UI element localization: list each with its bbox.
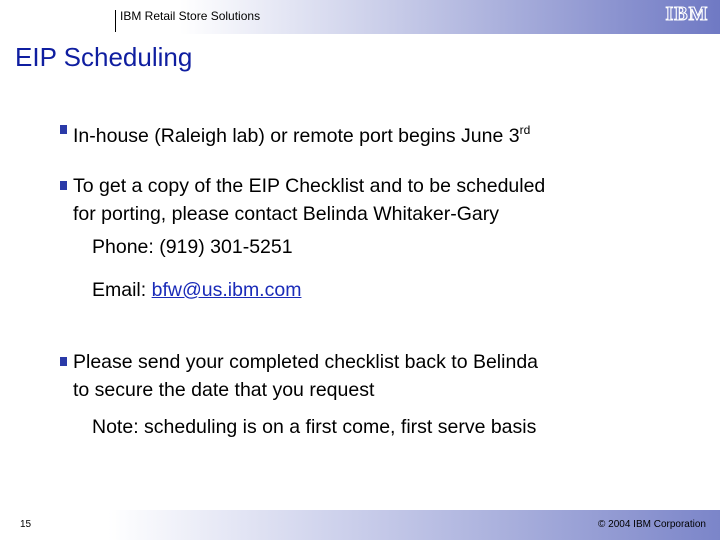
header-divider	[115, 10, 116, 32]
ordinal-superscript: rd	[519, 123, 531, 137]
bullet-marker	[60, 181, 67, 190]
note-line: Note: scheduling is on a first come, first serve basis	[92, 416, 537, 438]
copyright-text: © 2004 IBM Corporation	[598, 519, 706, 530]
bullet-marker	[60, 357, 67, 366]
email-line	[92, 279, 301, 302]
bullet-2-line-2: for porting, please contact Belinda Whitaker-Gary	[73, 203, 499, 225]
bullet-3-line-2: to secure the date that you request	[73, 379, 375, 401]
bullet-2-line-1: To get a copy of the EIP Checklist and to be scheduled	[73, 175, 546, 197]
email-label: Email:	[92, 279, 152, 301]
header-bar	[0, 0, 720, 34]
brand-name: IBM Retail Store Solutions	[120, 9, 261, 23]
bullet-text	[73, 117, 530, 149]
ibm-logo-icon	[664, 3, 710, 25]
slide-title: EIP Scheduling	[15, 42, 193, 72]
ibm-logo-text: IBM	[665, 3, 709, 25]
bullet-marker	[60, 125, 67, 134]
bullet-3-line-1: Please send your completed checklist back to Belinda	[73, 351, 539, 373]
phone-line: Phone: (919) 301-5251	[92, 236, 293, 258]
page-number: 15	[20, 519, 32, 530]
bullet-1-text: In-house (Raleigh lab) or remote port begins June 3	[73, 125, 520, 147]
email-link[interactable]: bfw@us.ibm.com	[151, 279, 302, 301]
footer-bar	[0, 510, 720, 540]
